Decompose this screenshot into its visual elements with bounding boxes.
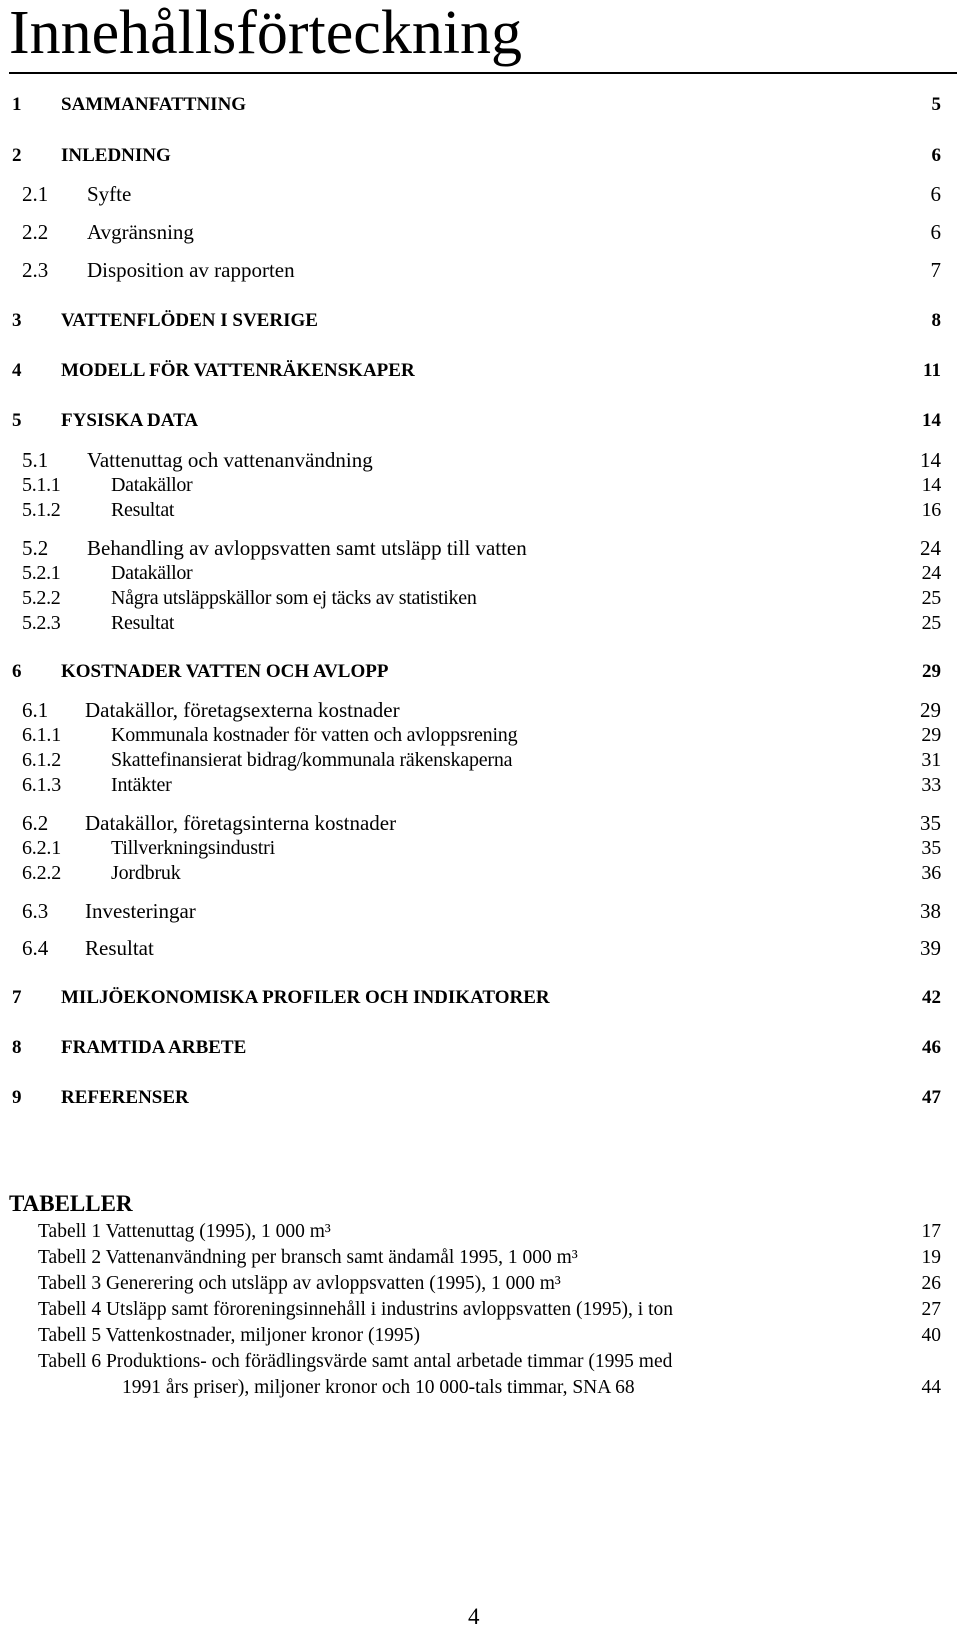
toc-entry-page: 29	[922, 661, 941, 682]
table-entry-page: 40	[921, 1325, 941, 1346]
toc-entry[interactable]	[0, 747, 960, 773]
table-entry-title: Tabell 6 Produktions- och förädlingsvärde samt antal arbetade timmar (1995 med	[38, 1351, 673, 1372]
toc-entry[interactable]	[0, 472, 960, 498]
toc-entry-page: 6	[930, 182, 941, 206]
table-entry-page: 19	[921, 1247, 941, 1268]
toc-entry-page: 42	[922, 987, 941, 1008]
toc-entry-title: Resultat	[111, 499, 175, 521]
toc-entry-title: MODELL FÖR VATTENRÄKENSKAPER	[61, 360, 415, 381]
table-entry-title: Tabell 4 Utsläpp samt föroreningsinnehåll i industrins avloppsvatten (1995), i ton	[38, 1299, 673, 1320]
toc-entry-title: Avgränsning	[87, 220, 194, 244]
toc-entry-page: 25	[921, 612, 941, 634]
toc-entry[interactable]	[0, 722, 960, 748]
toc-entry-page: 24	[920, 536, 941, 560]
toc-entry-page: 16	[921, 499, 941, 521]
toc-entry-title: Kommunala kostnader för vatten och avloppsrening	[111, 724, 518, 746]
toc-entry-title: Några utsläppskällor som ej täcks av statistiken	[111, 587, 477, 609]
table-entry-title: Tabell 1 Vattenuttag (1995), 1 000 m³	[38, 1221, 331, 1242]
toc-entry-number: 5.2.2	[22, 587, 61, 609]
toc-entry[interactable]	[0, 92, 960, 118]
toc-entry-page: 14	[920, 448, 941, 472]
toc-entry-number: 4	[12, 360, 22, 381]
toc-entry-number: 2.1	[22, 182, 49, 206]
toc-entry[interactable]	[0, 408, 960, 434]
table-entry-title: Tabell 3 Generering och utsläpp av avloppsvatten (1995), 1 000 m³	[38, 1273, 561, 1294]
toc-entry-number: 8	[12, 1037, 22, 1058]
toc-entry[interactable]	[0, 257, 960, 283]
toc-entry-page: 24	[921, 562, 941, 584]
toc-entry-number: 1	[12, 94, 22, 115]
table-entry-title: 1991 års priser), miljoner kronor och 10 000-tals timmar, SNA 68	[122, 1377, 635, 1398]
toc-entry-number: 6	[12, 661, 22, 682]
toc-entry-title: Skattefinansierat bidrag/kommunala räkenskaperna	[111, 749, 513, 771]
table-entry[interactable]	[0, 1374, 960, 1401]
toc-entry-number: 5	[12, 410, 22, 431]
toc-entry[interactable]	[0, 143, 960, 169]
toc-entry-page: 6	[931, 145, 941, 166]
toc-entry-page: 14	[921, 474, 941, 496]
toc-entry[interactable]	[0, 935, 960, 961]
toc-entry[interactable]	[0, 659, 960, 685]
toc-entry[interactable]	[0, 585, 960, 611]
toc-entry-page: 29	[921, 724, 941, 746]
toc-entry-page: 7	[930, 258, 941, 282]
toc-entry-page: 5	[931, 94, 941, 115]
toc-entry[interactable]	[0, 560, 960, 586]
table-entry[interactable]	[0, 1270, 960, 1297]
toc-entry-number: 6.2	[22, 811, 49, 835]
toc-entry-page: 29	[920, 698, 941, 722]
toc-entry-title: Disposition av rapporten	[87, 258, 295, 282]
toc-entry-number: 2	[12, 145, 22, 166]
toc-entry-page: 25	[921, 587, 941, 609]
toc-entry-number: 6.1.2	[22, 749, 62, 771]
toc-entry-title: MILJÖEKONOMISKA PROFILER OCH INDIKATORER	[61, 987, 550, 1008]
toc-entry-page: 38	[920, 899, 941, 923]
table-entry-page: 26	[921, 1273, 941, 1294]
toc-entry-title: Intäkter	[111, 774, 172, 796]
toc-entry[interactable]	[0, 985, 960, 1011]
page-title: Innehållsförteckning	[9, 0, 523, 67]
toc-entry-number: 6.2.1	[22, 837, 62, 859]
toc-entry-number: 7	[12, 987, 22, 1008]
toc-entry-page: 47	[922, 1087, 941, 1108]
toc-entry-title: Behandling av avloppsvatten samt utsläpp till vatten	[87, 536, 527, 560]
toc-entry-title: REFERENSER	[61, 1087, 189, 1108]
toc-entry-title: VATTENFLÖDEN I SVERIGE	[61, 310, 318, 331]
tables-heading: TABELLER	[9, 1191, 133, 1216]
toc-entry-number: 5.2	[22, 536, 49, 560]
table-entry[interactable]	[0, 1296, 960, 1323]
toc-entry-title: KOSTNADER VATTEN OCH AVLOPP	[61, 661, 389, 682]
toc-entry-page: 46	[922, 1037, 941, 1058]
toc-entry-title: Resultat	[85, 936, 154, 960]
toc-entry[interactable]	[0, 1035, 960, 1061]
toc-entry-number: 2.2	[22, 220, 49, 244]
toc-entry[interactable]	[0, 772, 960, 798]
toc-entry-number: 6.4	[22, 936, 49, 960]
toc-entry[interactable]	[0, 447, 960, 473]
table-entry[interactable]	[0, 1244, 960, 1271]
toc-entry-title: INLEDNING	[61, 145, 171, 166]
toc-entry-page: 35	[921, 837, 941, 859]
toc-entry[interactable]	[0, 497, 960, 523]
toc-entry-number: 5.1.2	[22, 499, 61, 521]
toc-entry[interactable]	[0, 1085, 960, 1111]
toc-entry-number: 6.3	[22, 899, 49, 923]
toc-entry[interactable]	[0, 810, 960, 836]
toc-entry-title: Datakällor, företagsinterna kostnader	[85, 811, 397, 835]
toc-entry-page: 33	[921, 774, 941, 796]
toc-entry-title: Datakällor	[111, 474, 193, 496]
toc-entry-title: Datakällor, företagsexterna kostnader	[85, 698, 400, 722]
toc-entry-number: 9	[12, 1087, 22, 1108]
toc-entry[interactable]	[0, 835, 960, 861]
toc-entry[interactable]	[0, 860, 960, 886]
table-entry-title: Tabell 5 Vattenkostnader, miljoner kronor (1995)	[38, 1325, 420, 1346]
toc-entry-number: 3	[12, 310, 22, 331]
toc-entry-title: Vattenuttag och vattenanvändning	[87, 448, 373, 472]
toc-entry-page: 6	[930, 220, 941, 244]
toc-entry-title: Syfte	[87, 182, 132, 206]
toc-entry[interactable]	[0, 308, 960, 334]
toc-entry-page: 35	[920, 811, 941, 835]
toc-entry-page: 36	[921, 862, 941, 884]
toc-entry[interactable]	[0, 358, 960, 384]
table-entry-title: Tabell 2 Vattenanvändning per bransch samt ändamål 1995, 1 000 m³	[38, 1247, 578, 1268]
toc-entry[interactable]	[0, 181, 960, 207]
toc-entry-number: 2.3	[22, 258, 49, 282]
toc-entry-page: 14	[922, 410, 941, 431]
toc-entry-title: SAMMANFATTNING	[61, 94, 247, 115]
toc-entry-number: 5.1	[22, 448, 49, 472]
page-number: 4	[468, 1604, 480, 1629]
toc-entry[interactable]	[0, 610, 960, 636]
toc-entry-number: 6.1.1	[22, 724, 62, 746]
toc-entry-title: Datakällor	[111, 562, 193, 584]
toc-entry[interactable]	[0, 898, 960, 924]
toc-entry-title: Resultat	[111, 612, 175, 634]
table-entry-page: 44	[921, 1377, 941, 1398]
toc-entry-title: FYSISKA DATA	[61, 410, 199, 431]
toc-entry-title: Jordbruk	[111, 862, 181, 884]
table-entry[interactable]	[0, 1218, 960, 1245]
toc-entry-title: Tillverkningsindustri	[111, 837, 275, 859]
toc-entry-number: 5.1.1	[22, 474, 61, 496]
toc-entry[interactable]	[0, 535, 960, 561]
toc-entry-page: 8	[931, 310, 941, 331]
toc-entry-number: 6.1.3	[22, 774, 62, 796]
toc-entry-title: FRAMTIDA ARBETE	[61, 1037, 247, 1058]
toc-entry-title: Investeringar	[85, 899, 196, 923]
toc-entry[interactable]	[0, 697, 960, 723]
table-entry[interactable]	[0, 1348, 960, 1375]
table-entry-page: 17	[921, 1221, 941, 1242]
toc-entry-page: 39	[920, 936, 941, 960]
toc-entry[interactable]	[0, 219, 960, 245]
table-entry-page: 27	[921, 1299, 941, 1320]
toc-entry-page: 31	[921, 749, 941, 771]
toc-entry-number: 5.2.3	[22, 612, 61, 634]
toc-entry-page: 11	[923, 360, 941, 381]
toc-entry-number: 6.2.2	[22, 862, 62, 884]
toc-entry-number: 6.1	[22, 698, 49, 722]
toc-entry-number: 5.2.1	[22, 562, 61, 584]
table-entry[interactable]	[0, 1322, 960, 1349]
